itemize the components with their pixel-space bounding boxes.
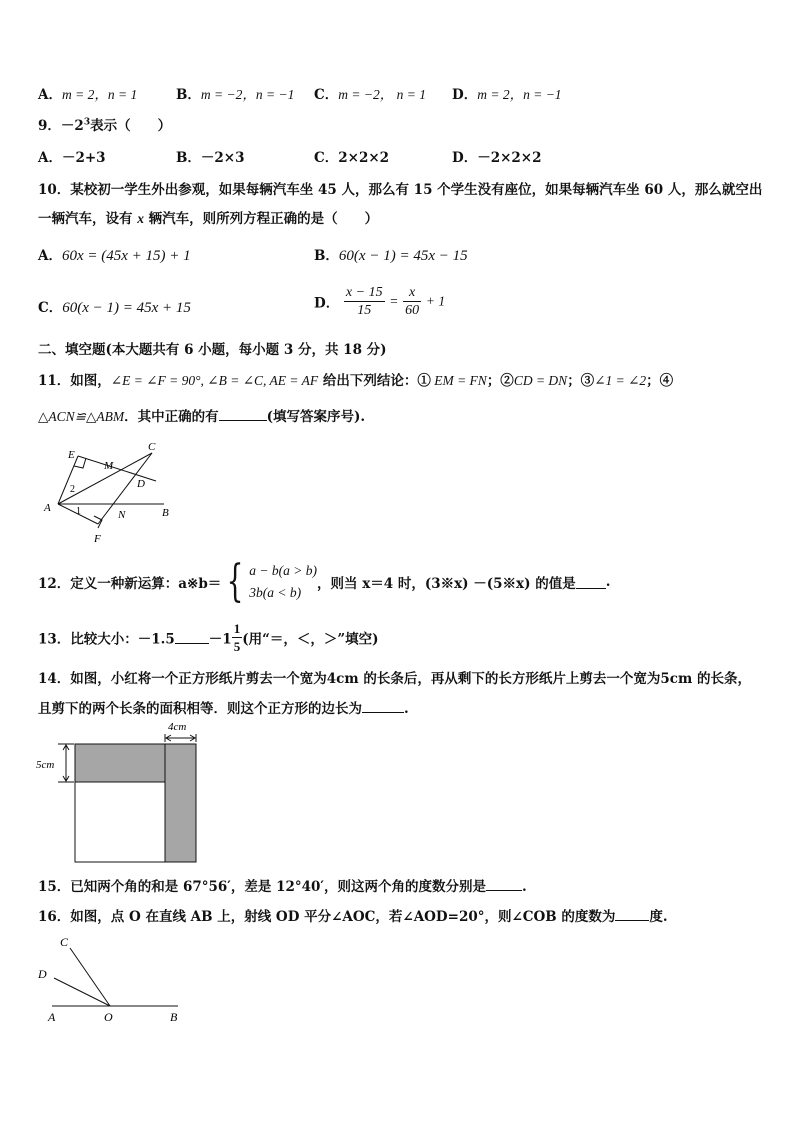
q12-stem bbox=[38, 556, 611, 607]
option-label: B． bbox=[176, 87, 201, 103]
q16-stem bbox=[38, 905, 668, 925]
stem-text: 11．如图， bbox=[38, 373, 111, 389]
stem-text: . bbox=[605, 574, 611, 590]
numerator: 1 bbox=[233, 621, 241, 636]
q10-stem-line1: 10．某校初一学生外出参观，如果每辆汽车坐 45 人，那么有 15 个学生没有座位，如果每辆汽车坐 60 人，那么就空出 bbox=[38, 182, 763, 198]
q8-option-c bbox=[314, 83, 426, 103]
conclusion: △ACN≌△ABM bbox=[38, 409, 125, 424]
stem-text: ，则当 x＝4 时，(3※x) －(5※x) 的值是 bbox=[317, 576, 576, 592]
angle-1-label: 1 bbox=[76, 506, 81, 517]
denominator: 5 bbox=[233, 639, 241, 654]
q11-stem-line1 bbox=[38, 369, 673, 389]
piecewise-cases bbox=[249, 560, 317, 604]
q14-stem-line2 bbox=[38, 697, 409, 717]
width-label-4cm: 4cm bbox=[168, 721, 187, 733]
q14-stem-line1: 14．如图，小红将一个正方形纸片剪去一个宽为4cm 的长条后，再从剩下的长方形纸片上剪去一个宽为5cm 的长条， bbox=[38, 671, 751, 687]
stem-text: 给出下列结论：① bbox=[318, 373, 431, 389]
answer-blank[interactable] bbox=[175, 631, 209, 644]
fraction bbox=[232, 620, 243, 655]
q9-option-d: D．－2×2×2 bbox=[452, 150, 542, 166]
option-text: m = 2，n = 1 bbox=[61, 87, 138, 102]
fraction bbox=[344, 284, 385, 319]
option-label: B． bbox=[314, 248, 339, 264]
q10-option-a bbox=[38, 244, 191, 265]
option-label: A． bbox=[38, 248, 62, 264]
q14-square-figure bbox=[30, 718, 210, 868]
stem-text: . bbox=[521, 879, 527, 895]
stem-text: (用“＝，＜，＞”填空) bbox=[242, 631, 379, 648]
equation: 60(x − 1) = 45x + 15 bbox=[62, 300, 191, 316]
condition: ∠E = ∠F = 90°, ∠B = ∠C, AE = AF bbox=[110, 373, 319, 388]
label-c: C bbox=[148, 441, 156, 453]
stem-text: 辆汽车，则所列方程正确的是（ ） bbox=[143, 211, 379, 227]
denominator: 15 bbox=[357, 303, 372, 318]
equation-tail: + 1 bbox=[425, 293, 446, 309]
case-2: 3b(a < b) bbox=[249, 585, 302, 600]
section-heading: 二、填空题(本大题共有 6 小题，每小题 3 分，共 18 分) bbox=[38, 342, 387, 358]
q10-option-c bbox=[38, 296, 191, 317]
q13-stem bbox=[38, 620, 379, 655]
q9-option-a: A．－2+3 bbox=[38, 150, 106, 166]
fraction bbox=[403, 284, 421, 319]
q9-option-b: B．－2×3 bbox=[176, 150, 245, 166]
label-e: E bbox=[68, 449, 75, 461]
stem-text: 13．比较大小：－1.5 bbox=[38, 631, 175, 648]
q8-option-a bbox=[38, 83, 137, 103]
numerator: x bbox=[403, 284, 421, 302]
q11-geometry-figure bbox=[38, 436, 178, 546]
q9-stem bbox=[38, 114, 171, 134]
option-label: C． bbox=[38, 300, 63, 316]
option-text: m = 2，n = −1 bbox=[477, 87, 562, 102]
option-label: D． bbox=[314, 295, 340, 312]
q10-option-b bbox=[314, 244, 468, 265]
stem-text: (填写答案序号). bbox=[266, 409, 366, 425]
label-f: F bbox=[94, 533, 101, 545]
case-1: a − b(a > b) bbox=[249, 563, 318, 578]
width-label-5cm: 5cm bbox=[36, 759, 55, 771]
denominator: 60 bbox=[405, 303, 420, 318]
stem-text: ；④ bbox=[646, 373, 674, 389]
q10-option-d bbox=[314, 284, 445, 319]
stem-text: . bbox=[404, 701, 409, 717]
q9-option-c: C．2×2×2 bbox=[314, 150, 390, 166]
conclusion: EM = FN bbox=[430, 373, 487, 388]
stem-text: －1 bbox=[208, 631, 232, 648]
label-n: N bbox=[118, 509, 126, 521]
exponent: 3 bbox=[83, 117, 91, 128]
answer-blank[interactable] bbox=[615, 908, 649, 921]
stem-text: 16．如图，点 O 在直线 AB 上，射线 OD 平分∠AOC，若∠AOD=20°，则∠COB 的度数为 bbox=[38, 909, 616, 925]
answer-blank[interactable] bbox=[576, 576, 606, 589]
q11-stem-line2 bbox=[38, 405, 365, 425]
equation: 60x = (45x + 15) + 1 bbox=[61, 248, 191, 264]
label-b: B bbox=[162, 507, 169, 519]
option-label: C． bbox=[314, 87, 339, 103]
option-label: D． bbox=[452, 87, 478, 103]
stem-text: 15．已知两个角的和是 67°56′，差是 12°40′，则这两个角的度数分别是 bbox=[38, 879, 486, 895]
stem-text: 12．定义一种新运算：a※b＝ bbox=[38, 576, 222, 592]
label-m: M bbox=[104, 460, 114, 472]
answer-blank[interactable] bbox=[362, 700, 404, 713]
label-a: A bbox=[44, 502, 51, 514]
label-a: A bbox=[48, 1010, 56, 1024]
option-text: m = −2，n = −1 bbox=[200, 87, 295, 102]
q16-angle-figure bbox=[36, 930, 186, 1025]
angle-2-label: 2 bbox=[70, 484, 75, 495]
label-b: B bbox=[170, 1010, 178, 1024]
stem-text: ；② bbox=[486, 373, 514, 389]
stem-text: －2 bbox=[60, 118, 84, 134]
stem-text: 表示（ ） bbox=[90, 118, 172, 134]
conclusion: CD = DN bbox=[513, 373, 568, 388]
q15-stem bbox=[38, 875, 527, 895]
stem-text: 且剪下的两个长条的面积相等．则这个正方形的边长为 bbox=[38, 701, 362, 717]
q10-stem-line2 bbox=[38, 207, 378, 227]
conclusion: ∠1 = ∠2 bbox=[594, 373, 647, 388]
stem-text: 一辆汽车，设有 bbox=[38, 211, 138, 227]
option-text: m = −2， n = 1 bbox=[338, 87, 426, 102]
equals-sign: = bbox=[389, 293, 399, 309]
label-o: O bbox=[104, 1010, 113, 1024]
answer-blank[interactable] bbox=[219, 408, 267, 421]
question-number: 9． bbox=[38, 118, 61, 134]
numerator: x − 15 bbox=[345, 285, 383, 300]
brace-symbol: { bbox=[226, 556, 244, 607]
stem-text: ．其中正确的有 bbox=[124, 409, 219, 425]
answer-blank[interactable] bbox=[486, 878, 522, 891]
q8-option-b bbox=[176, 83, 294, 103]
stem-text: 度. bbox=[649, 909, 668, 925]
option-label: A． bbox=[38, 87, 62, 103]
variable: x bbox=[137, 211, 144, 226]
q8-option-d bbox=[452, 83, 562, 103]
label-d: D bbox=[38, 967, 47, 981]
equation: 60(x − 1) = 45x − 15 bbox=[338, 248, 468, 264]
label-c: C bbox=[60, 935, 69, 949]
label-d: D bbox=[137, 478, 145, 490]
stem-text: ；③ bbox=[567, 373, 595, 389]
